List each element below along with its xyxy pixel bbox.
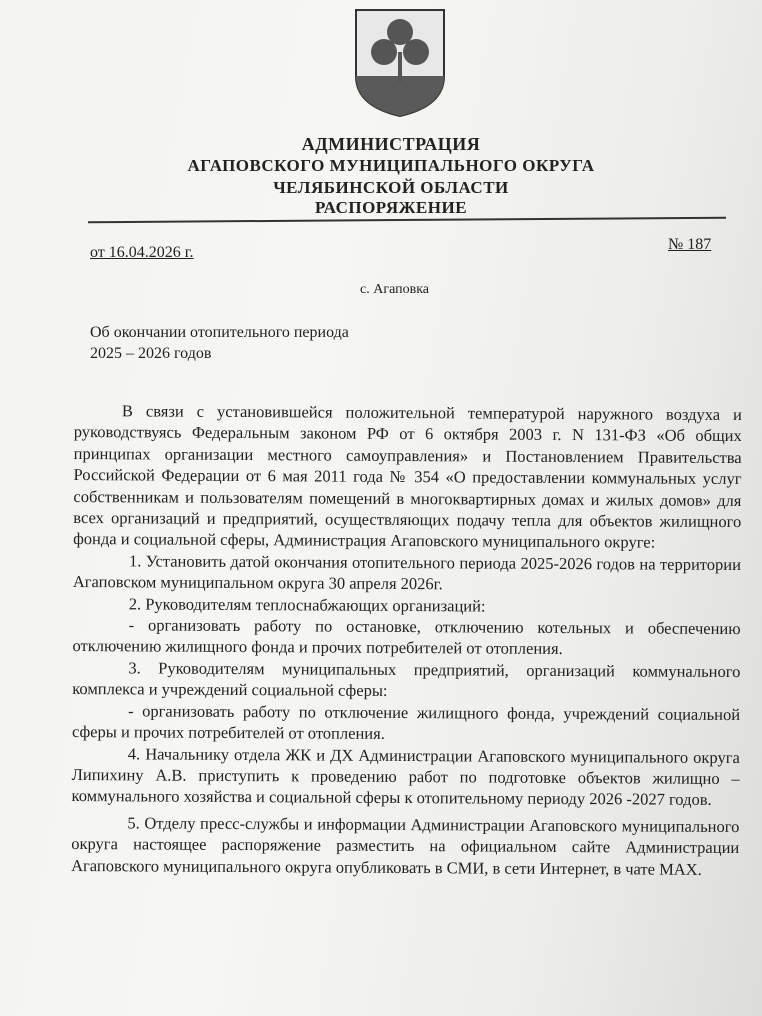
region-line: ЧЕЛЯБИНСКОЙ ОБЛАСТИ [273,178,509,197]
document-place: с. Агаповка [360,282,430,297]
document-subject [90,322,349,364]
document-body [71,400,742,880]
item-1: 1. Установить датой окончания отопительного периода 2025-2026 годов на территории Агаповском муниципальном округа 30 апреля 2026г. [72,551,742,594]
subject-line: 2025 – 2026 годов [90,345,212,362]
coat-of-arms-emblem [352,6,448,118]
subject-line: Об окончании отопительного периода [90,324,349,341]
item-3: 3. Руководителям муниципальных предприятий, организаций коммунального комплекса и учреждений социальной сферы: [72,658,741,701]
item-5: 5. Отделу пресс-службы и информации Администрации Агаповского муниципального округа настоящее распоряжение разместить на официальном сайте Администрации Агаповского муниципального округа опубликовать в СМИ, в сети Интернет, в чате MAX. [71,813,740,879]
document-date: от 16.04.2026 г. [90,244,194,261]
intro-paragraph: В связи с установившейся положительной температурой наружного воздуха и руководствуясь Федеральным законом РФ от 6 октября 2003 г. N 131-ФЗ «Об общих принципах организации местного самоуправления» и Постановлением Правительства Российской Федерации от 6 мая 2011 года № 354 «О предоставлении коммунальных услуг собственникам и пользователям помещений в многоквартирных домах и жилых домов» для всех организаций и предприятий, осуществляющих подачу тепла для объектов жилищного фонда и социальной сферы, Администрация Агаповского муниципального округе: [73,401,742,552]
org-name-line: АГАПОВСКОГО МУНИЦИПАЛЬНОГО ОКРУГА [187,156,595,175]
item-4: 4. Начальнику отдела ЖК и ДХ Администрации Агаповского муниципального округа Липихину А.В. приступить к проведению работ по подготовке объектов жилищно – коммунального хозяйства и социальной сферы к отопительному периоду 2026 -2027 годов. [71,743,740,810]
document-type: РАСПОРЯЖЕНИЕ [314,198,468,217]
org-title-line: АДМИНИСТРАЦИЯ [301,134,481,154]
item-2: 2. Руководителям теплоснабжающих организаций: [128,593,486,616]
document-number: № 187 [668,236,712,253]
item-2-sub: - организовать работу по остановке, отключению котельных и обеспечению отключению жилищного фонда и прочих потребителей от отопления. [72,615,741,659]
item-3-sub: - организовать работу по отключение жилищного фонда, учреждений социальной сферы и прочих потребителей от отопления. [71,701,741,743]
